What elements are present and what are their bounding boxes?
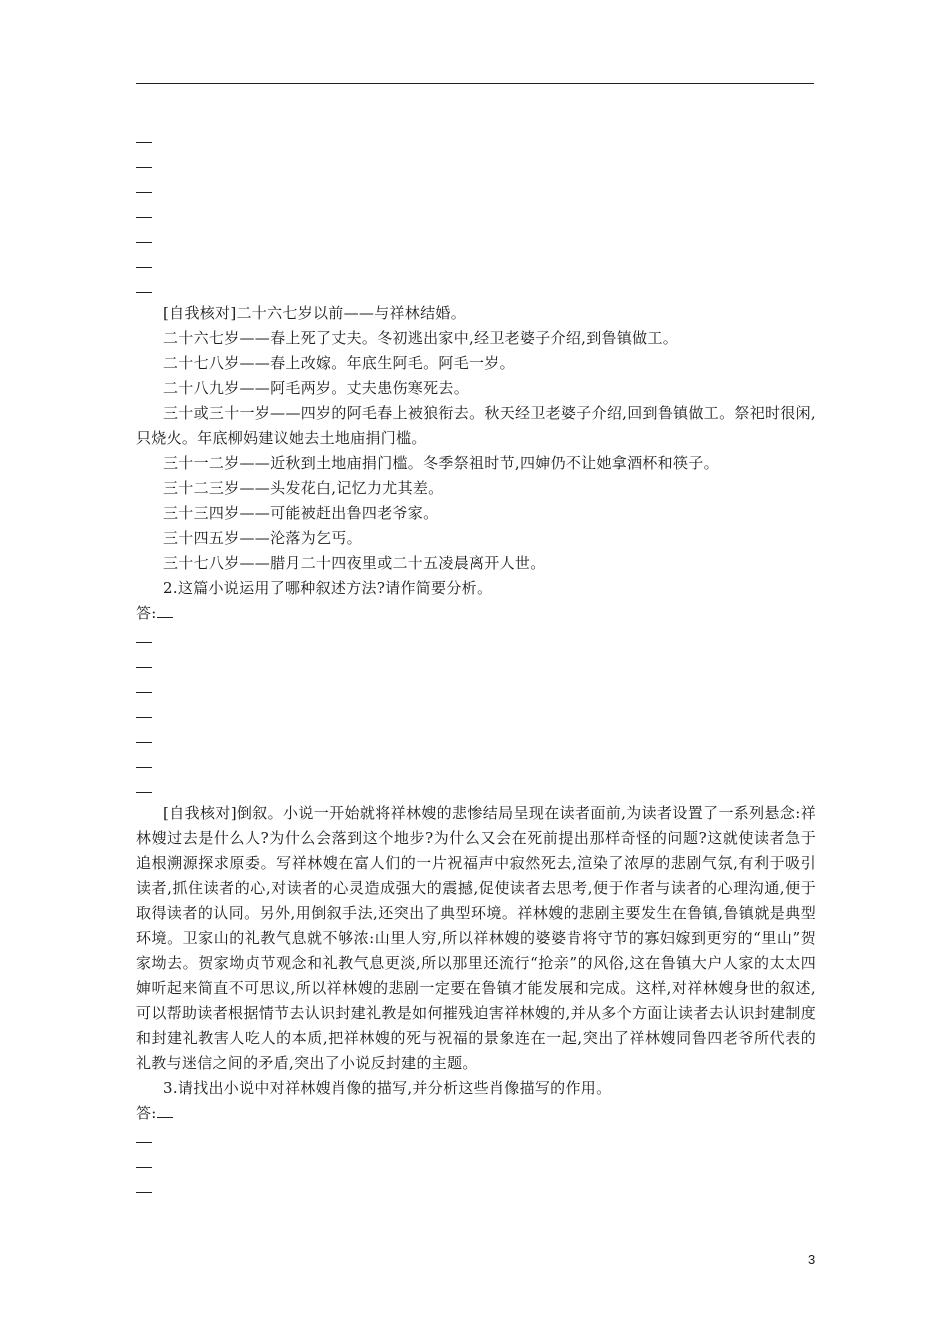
question-2: 2.这篇小说运用了哪种叙述方法?请作简要分析。 (163, 579, 493, 597)
timeline-line: 二十六七岁——春上死了丈夫。冬初逃出家中,经卫老婆子介绍,到鲁镇做工。 (163, 329, 679, 347)
timeline-line: [自我核对]二十六七岁以前——与祥林结婚。 (163, 304, 467, 322)
answer-blanks-3 (136, 1126, 816, 1201)
blank-line (136, 251, 816, 276)
blank-line (136, 776, 816, 801)
blank-line (136, 226, 816, 251)
timeline-line: 二十八九岁——阿毛两岁。丈夫患伤寒死去。 (163, 379, 470, 397)
blank-line (136, 176, 816, 201)
blank-line (136, 651, 816, 676)
blank-line (136, 1126, 816, 1151)
answer-prompt-2 (136, 601, 816, 626)
question-3: 3.请找出小说中对祥林嫂肖像的描写,并分析这些肖像描写的作用。 (163, 1079, 612, 1097)
blank-line (136, 626, 816, 651)
answer-prompt-3 (136, 1101, 816, 1126)
answer-label: 答: (136, 604, 157, 622)
timeline-line: 二十七八岁——春上改嫁。年底生阿毛。阿毛一岁。 (163, 354, 515, 372)
timeline-line: 三十二三岁——头发花白,记忆力尤其差。 (163, 479, 444, 497)
blank-line (136, 201, 816, 226)
blank-line (136, 126, 816, 151)
timeline-line: 三十四五岁——沦落为乞丐。 (163, 529, 362, 547)
answer-blank (157, 603, 173, 618)
blank-line (136, 751, 816, 776)
blank-line (136, 676, 816, 701)
timeline-line: 三十七八岁——腊月二十四夜里或二十五凌晨离开人世。 (163, 554, 546, 572)
timeline-line: 三十三四岁——可能被赶出鲁四老爷家。 (163, 504, 439, 522)
timeline-line: 三十或三十一岁——四岁的阿毛春上被狼衔去。秋天经卫老婆子介绍,回到鲁镇做工。祭祀时很闲,只烧火。年底柳妈建议她去土地庙捐门槛。 (136, 404, 816, 447)
blank-line (136, 151, 816, 176)
timeline-line: 三十一二岁——近秋到土地庙捐门槛。冬季祭祖时节,四婶仍不让她拿酒杯和筷子。 (163, 454, 719, 472)
self-check-1 (136, 301, 816, 576)
self-check-2: [自我核对]倒叙。小说一开始就将祥林嫂的悲惨结局呈现在读者面前,为读者设置了一系列悬念:祥林嫂过去是什么人?为什么会落到这个地步?为什么又会在死前提出那样奇怪的问题?这就使读者急于追根溯源探求原委。写祥林嫂在富人们的一片祝福声中寂然死去,渲染了浓厚的悲剧气氛,有利于吸引读者,抓住读者的心,对读者的心灵造成强大的震撼,促使读者去思考,便于作者与读者的心理沟通,便于取得读者的认同。另外,用倒叙手法,还突出了典型环境。祥林嫂的悲剧主要发生在鲁镇,鲁镇就是典型环境。卫家山的礼教气息就不够浓:山里人穷,所以祥林嫂的婆婆肯将守节的寡妇嫁到更穷的“里山”贺家坳去。贺家坳贞节观念和礼教气息更淡,所以那里还流行“抢亲”的风俗,这在鲁镇大户人家的太太四婶听起来简直不可思议,所以祥林嫂的悲剧一定要在鲁镇才能发展和完成。这样,对祥林嫂身世的叙述,可以帮助读者根据情节去认识封建礼教是如何摧残迫害祥林嫂的,并从多个方面让读者去认识封建制度和封建礼教害人吃人的本质,把祥林嫂的死与祝福的景象连在一起,突出了祥林嫂同鲁四老爷所代表的礼教与迷信之间的矛盾,突出了小说反封建的主题。 (136, 804, 816, 1072)
blank-line (136, 701, 816, 726)
blank-line (136, 1176, 816, 1201)
blank-line (136, 1151, 816, 1176)
answer-blank (157, 1103, 173, 1118)
page-number: 3 (808, 1252, 816, 1267)
answer-blanks-1 (136, 126, 816, 301)
blank-line (136, 726, 816, 751)
answer-blanks-2 (136, 626, 816, 801)
answer-label: 答: (136, 1104, 157, 1122)
header-rule (136, 83, 814, 84)
blank-line (136, 276, 816, 301)
document-body (136, 126, 816, 1201)
